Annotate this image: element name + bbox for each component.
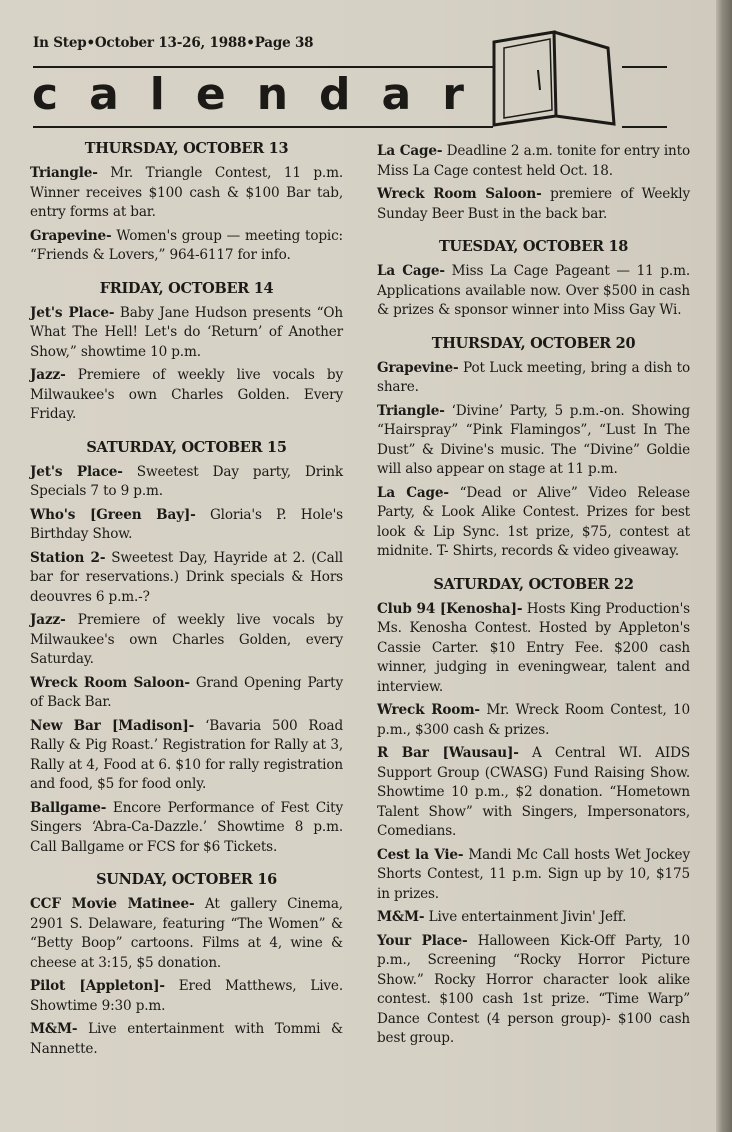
- day-block: [377, 238, 690, 321]
- open-book-icon: [484, 30, 624, 130]
- calendar-entry: [30, 549, 343, 608]
- calendar-entry: [377, 846, 690, 905]
- venue-name: Jet's Place-: [30, 304, 115, 321]
- calendar-entry: [377, 484, 690, 562]
- day-heading: FRIDAY, OCTOBER 14: [99, 279, 274, 297]
- left-column: [30, 140, 343, 1073]
- day-block: [377, 335, 690, 562]
- top-rule-right: [622, 66, 667, 68]
- calendar-entry: [30, 506, 343, 545]
- calendar-entry: [30, 674, 343, 713]
- entry-text: Deadline 2 a.m. tonite for entry into Miss La Cage contest held Oct. 18.: [377, 143, 690, 179]
- day-heading: TUESDAY, OCTOBER 18: [438, 238, 629, 255]
- day-block: [377, 142, 690, 224]
- top-rule: [33, 66, 493, 68]
- section-title: calendar: [32, 69, 495, 120]
- entry-text: A Central WI. AIDS Support Group (CWASG) Fund Raising Show. Showtime 10 p.m., $2 donation. “Hometown Talent Show” with Singers, Impersonators, Comedians.: [377, 745, 690, 839]
- day-block: [377, 576, 690, 1049]
- entry-text: Mandi Mc Call hosts Wet Jockey Shorts Contest, 11 p.m. Sign up by 10, $175 in prizes.: [377, 846, 690, 902]
- entry-text: Live entertainment with Tommi & Nannette.: [30, 1021, 343, 1057]
- venue-name: Wreck Room Saloon-: [30, 674, 190, 691]
- calendar-entry: [30, 304, 343, 363]
- entry-text: Ered Matthews, Live. Showtime 9:30 p.m.: [30, 978, 343, 1014]
- entry-text: Pot Luck meeting, bring a dish to share.: [377, 359, 690, 395]
- calendar-entry: [377, 932, 690, 1049]
- venue-name: Pilot [Appleton]-: [30, 978, 165, 994]
- calendar-entry: [30, 227, 343, 266]
- venue-name: Cest la Vie-: [377, 846, 464, 863]
- entry-text: Women's group — meeting topic: “Friends & Lovers,” 964-6117 for info.: [30, 227, 343, 263]
- calendar-entry: [30, 164, 343, 223]
- day-heading: SATURDAY, OCTOBER 22: [433, 575, 634, 593]
- page-edge-shadow: [716, 0, 732, 1132]
- entry-text: ‘Bavaria 500 Road Rally & Pig Roast.’ Registration for Rally at 3, Rally at 4, Food at 6. $10 for rally registration and food, $5 for food only.: [30, 717, 344, 792]
- venue-name: Who's [Green Bay]-: [30, 506, 196, 523]
- calendar-entry: [30, 463, 343, 502]
- calendar-entry: [377, 262, 690, 321]
- entry-text: Grand Opening Party of Back Bar.: [30, 674, 343, 710]
- venue-name: Jet's Place-: [30, 463, 123, 480]
- calendar-entry: [30, 799, 343, 858]
- calendar-entry: [377, 185, 690, 224]
- venue-name: Ballgame-: [30, 799, 107, 816]
- calendar-entry: [377, 744, 690, 842]
- venue-name: R Bar [Wausau]-: [377, 745, 519, 761]
- calendar-entry: [377, 142, 690, 181]
- day-block: [30, 871, 343, 1059]
- page-folio: In Step•October 13-26, 1988•Page 38: [33, 35, 314, 51]
- venue-name: M&M-: [30, 1021, 78, 1037]
- venue-name: Wreck Room Saloon-: [377, 186, 542, 202]
- entry-text: Mr. Triangle Contest, 11 p.m. Winner receives $100 cash & $100 Bar tab, entry forms at bar.: [30, 165, 343, 220]
- entry-text: “Dead or Alive” Video Release Party, & Look Alike Contest. Prizes for best look & Lip Sync. 1st prize, $75, contest at midnite. T- Shirts, records & video giveaway.: [377, 484, 691, 559]
- entry-text: premiere of Weekly Sunday Beer Bust in the back bar.: [377, 186, 690, 222]
- entry-text: Halloween Kick-Off Party, 10 p.m., Screening “Rocky Horror Picture Show.” Rocky Horror character look alike contest. $100 cash 1st prize. “Time Warp” Dance Contest (4 person group)- $100 cash best group.: [377, 932, 690, 1046]
- venue-name: M&M-: [377, 909, 425, 925]
- venue-name: Station 2-: [30, 549, 106, 566]
- entry-text: At gallery Cinema, 2901 S. Delaware, featuring “The Women” & “Betty Boop” cartoons. Films at 4, wine & cheese at 3:15, $5 donation.: [30, 896, 343, 971]
- right-column: [377, 142, 690, 1063]
- calendar-entry: [377, 359, 690, 398]
- entry-text: Encore Performance of Fest City Singers ‘Abra-Ca-Dazzle.’ Showtime 8 p.m. Call Ballgame or FCS for $6 Tickets.: [30, 799, 343, 855]
- day-heading: SATURDAY, OCTOBER 15: [86, 438, 287, 456]
- venue-name: La Cage-: [377, 143, 443, 159]
- entry-text: Mr. Wreck Room Contest, 10 p.m., $300 cash & prizes.: [377, 702, 691, 738]
- calendar-entry: [377, 402, 690, 480]
- calendar-entry: [30, 895, 343, 973]
- calendar-entry: [30, 977, 343, 1016]
- venue-name: Jazz-: [30, 612, 66, 628]
- entry-text: Premiere of weekly live vocals by Milwaukee's own Charles Golden, every Saturday.: [30, 612, 343, 667]
- entry-text: Miss La Cage Pageant — 11 p.m. Applications available now. Over $500 in cash & prizes & sponsor winner into Miss Gay Wi.: [377, 263, 690, 318]
- entry-text: Live entertainment Jivin' Jeff.: [424, 909, 627, 925]
- day-block: [30, 439, 343, 858]
- entry-text: Gloria's P. Hole's Birthday Show.: [30, 506, 344, 542]
- venue-name: Triangle-: [30, 165, 98, 181]
- day-heading: SUNDAY, OCTOBER 16: [96, 871, 277, 888]
- entry-text: Hosts King Production's Ms. Kenosha Contest. Hosted by Appleton's Cassie Carter. $10 Entry Fee. $200 cash winner, judging in eveningwear, talent and interview.: [377, 600, 690, 695]
- calendar-entry: [30, 717, 343, 795]
- calendar-entry: [30, 1020, 343, 1059]
- calendar-entry: [377, 908, 690, 928]
- venue-name: Grapevine-: [377, 359, 459, 376]
- bottom-rule-right: [622, 126, 667, 128]
- entry-text: Premiere of weekly live vocals by Milwaukee's own Charles Golden. Every Friday.: [30, 367, 343, 422]
- calendar-entry: [377, 701, 690, 740]
- venue-name: Triangle-: [377, 402, 445, 419]
- venue-name: Jazz-: [30, 367, 66, 383]
- venue-name: Your Place-: [377, 932, 468, 949]
- venue-name: CCF Movie Matinee-: [30, 896, 195, 912]
- venue-name: La Cage-: [377, 484, 449, 501]
- day-heading: THURSDAY, OCTOBER 20: [431, 334, 636, 352]
- venue-name: Grapevine-: [30, 227, 112, 244]
- calendar-entry: [377, 600, 690, 698]
- entry-text: Sweetest Day party, Drink Specials 7 to 9 p.m.: [30, 463, 343, 499]
- venue-name: New Bar [Madison]-: [30, 717, 195, 734]
- entry-text: Sweetest Day, Hayride at 2. (Call bar for reservations.) Drink specials & Hors deouvres 6 p.m.-?: [30, 549, 343, 605]
- day-heading: THURSDAY, OCTOBER 13: [84, 140, 289, 157]
- bottom-rule: [33, 126, 493, 128]
- day-block: [30, 280, 343, 425]
- venue-name: Wreck Room-: [377, 702, 480, 718]
- day-block: [30, 140, 343, 266]
- venue-name: Club 94 [Kenosha]-: [377, 600, 523, 617]
- venue-name: La Cage-: [377, 263, 445, 279]
- calendar-entry: [30, 366, 343, 425]
- entry-text: Baby Jane Hudson presents “Oh What The Hell! Let's do ‘Return’ of Another Show,” showtime 10 p.m.: [30, 304, 343, 360]
- calendar-entry: [30, 611, 343, 670]
- entry-text: ‘Divine’ Party, 5 p.m.-on. Showing “Hairspray” “Pink Flamingos”, “Lust In The Dust” & Divine's music. The “Divine” Goldie will also appear on stage at 11 p.m.: [377, 402, 690, 477]
